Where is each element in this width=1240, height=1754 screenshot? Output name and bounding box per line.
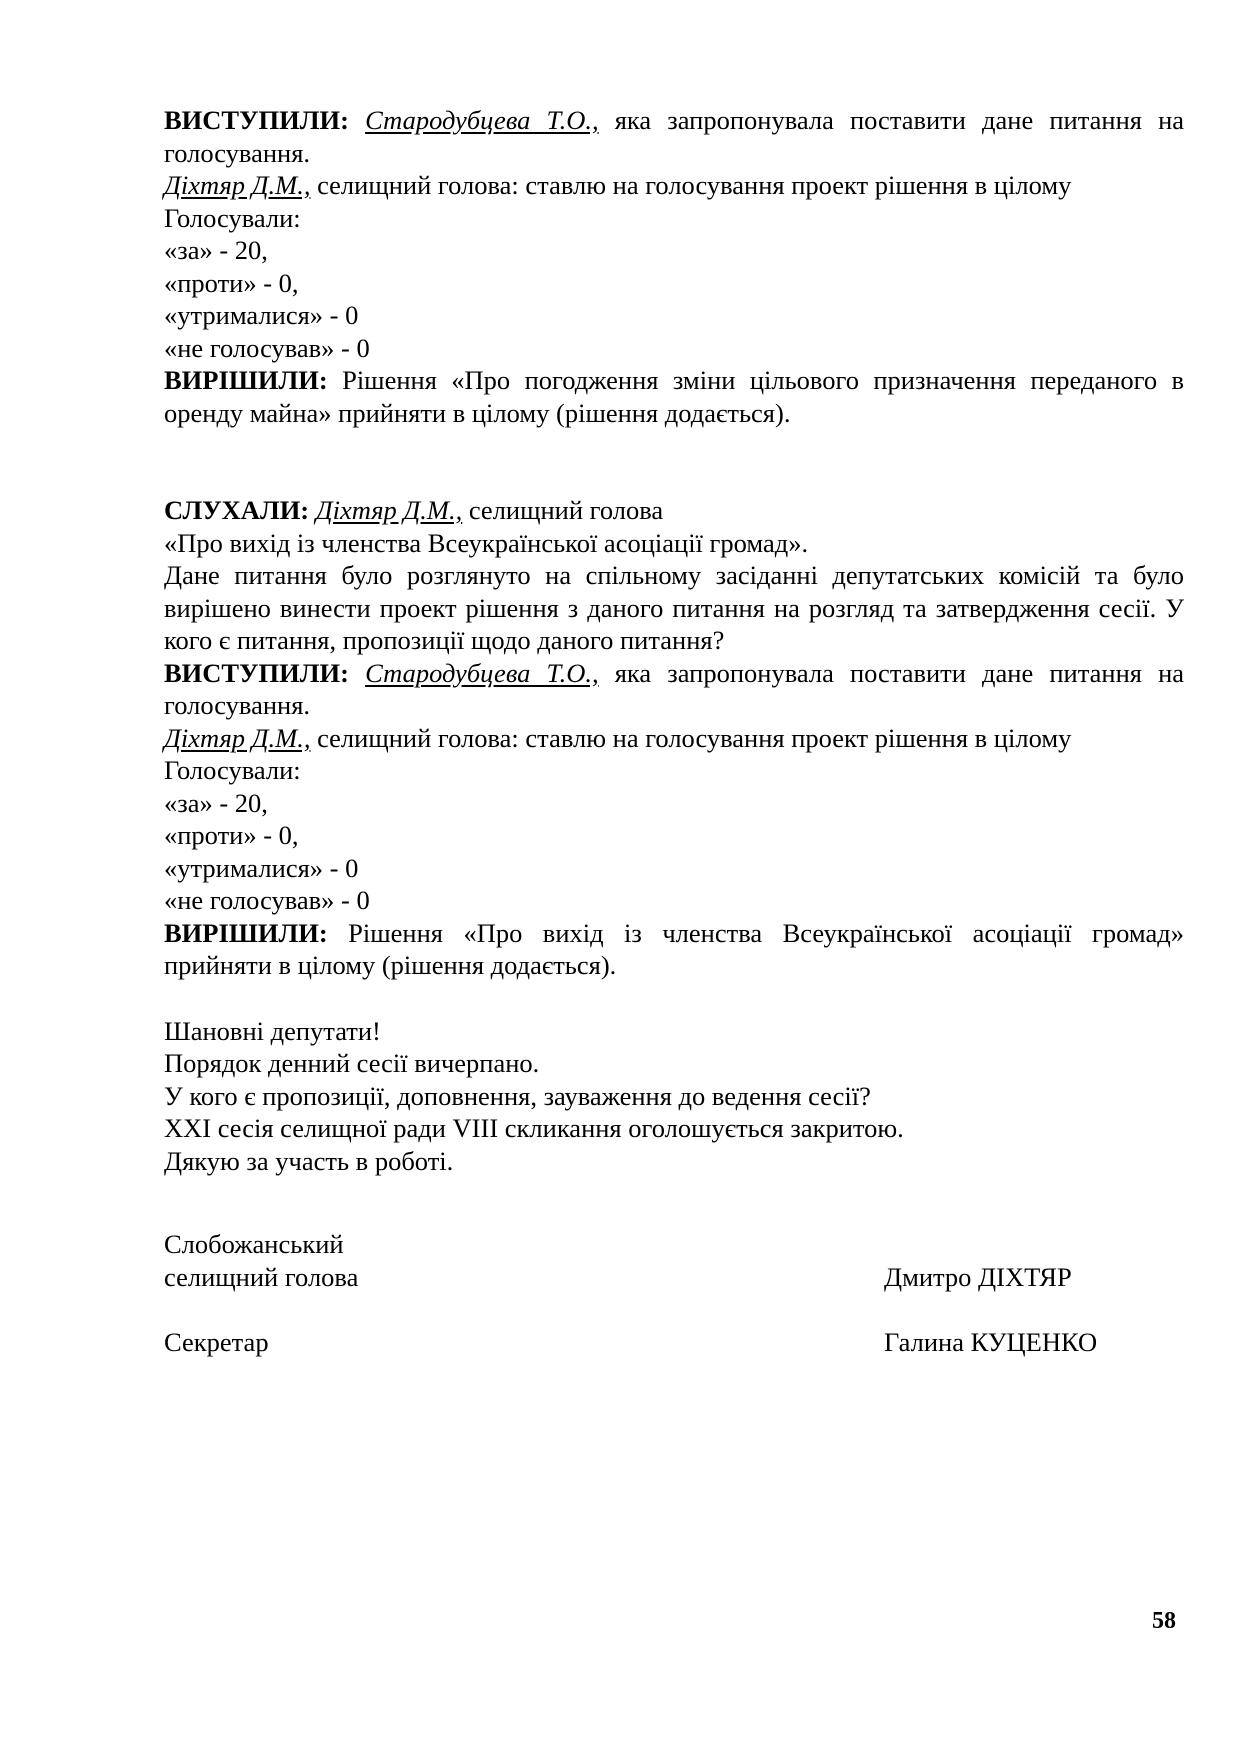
document-body [164,104,1184,1177]
speaker-name: Стародубцева Т.О., [365,657,599,688]
spacer [164,429,1184,494]
discussion-paragraph: Дане питання було розглянуто на спільному засіданні депутатських комісій та було вирішено винести проект рішення з даного питання на розгляд та затвердження сесії. У кого є питання, пропозиції щодо даного питання? [164,560,1184,655]
speakers-label: ВИСТУПИЛИ: [164,105,349,135]
closing-line: Порядок денний сесії вичерпано. [164,1048,540,1078]
page-number: 58 [1152,1608,1176,1634]
decision-paragraph [164,917,1184,982]
vote-for: «за» - 20, [164,235,268,265]
heard-paragraph [164,494,1184,527]
spacer [164,982,1184,1015]
head-signature-name: Дмитро ДІХТЯР [884,1261,1072,1292]
signature-row [164,1326,1184,1359]
decision-paragraph [164,364,1184,429]
speaker-text: яка запропонувала поставити дане питання на голосування. [164,657,1185,720]
secretary-signature-name: Галина КУЦЕНКО [884,1326,1098,1357]
vote-none: «не голосував» - 0 [164,332,370,363]
vote-abstain: «утрималися» - 0 [164,852,359,883]
closing-line: Шановні депутати! [164,1015,381,1046]
closing-line: Дякую за участь в роботі. [164,1145,454,1176]
vote-none: «не голосував» - 0 [164,885,370,915]
signature-row [164,1261,1184,1294]
head-statement [164,169,1184,202]
speakers-paragraph [164,657,1184,722]
vote-against: «проти» - 0, [164,820,299,850]
head-name: Діхтяр Д.М., [164,170,311,200]
signature-row [164,1228,1184,1261]
topic-line: «Про вихід із членства Всеукраїнської асоціації громад». [164,527,809,558]
head-statement [164,722,1184,755]
speaker-name: Стародубцева Т.О., [365,105,599,135]
speakers-paragraph [164,104,1184,169]
heard-role: селищний голова [462,495,664,525]
closing-line: XXI сесія селищної ради VIII скликання оголошується закритою. [164,1113,904,1143]
decided-text: Рішення «Про вихід із членства Всеукраїнської асоціації громад» прийняти в цілому (рішення додається). [164,917,1184,980]
vote-abstain: «утрималися» - 0 [164,300,359,330]
signature-block [164,1228,1184,1358]
secretary-title: Секретар [164,1326,269,1357]
head-title-line2: селищний голова [164,1261,359,1292]
vote-against: «проти» - 0, [164,267,299,298]
voted-label: Голосували: [164,202,301,233]
vote-for: «за» - 20, [164,787,268,818]
heard-name: Діхтяр Д.М., [315,495,463,525]
voted-label: Голосували: [164,755,301,785]
heard-label: СЛУХАЛИ: [164,495,310,525]
closing-line: У кого є пропозиції, доповнення, зауваження до ведення сесії? [164,1080,871,1111]
decided-label: ВИРІШИЛИ: [164,365,328,395]
head-text: селищний голова: ставлю на голосування проект рішення в цілому [310,170,1072,200]
decided-text: Рішення «Про погодження зміни цільового призначення переданого в оренду майна» прийняти в цілому (рішення додається). [164,365,1184,428]
speakers-label: ВИСТУПИЛИ: [164,657,349,688]
speaker-text: яка запропонувала поставити дане питання на голосування. [164,105,1185,168]
signature-spacer [164,1293,1184,1326]
head-text: селищний голова: ставлю на голосування проект рішення в цілому [310,722,1072,753]
head-name: Діхтяр Д.М., [164,722,311,753]
decided-label: ВИРІШИЛИ: [164,917,328,948]
head-title-line1: Слобожанський [164,1229,344,1259]
